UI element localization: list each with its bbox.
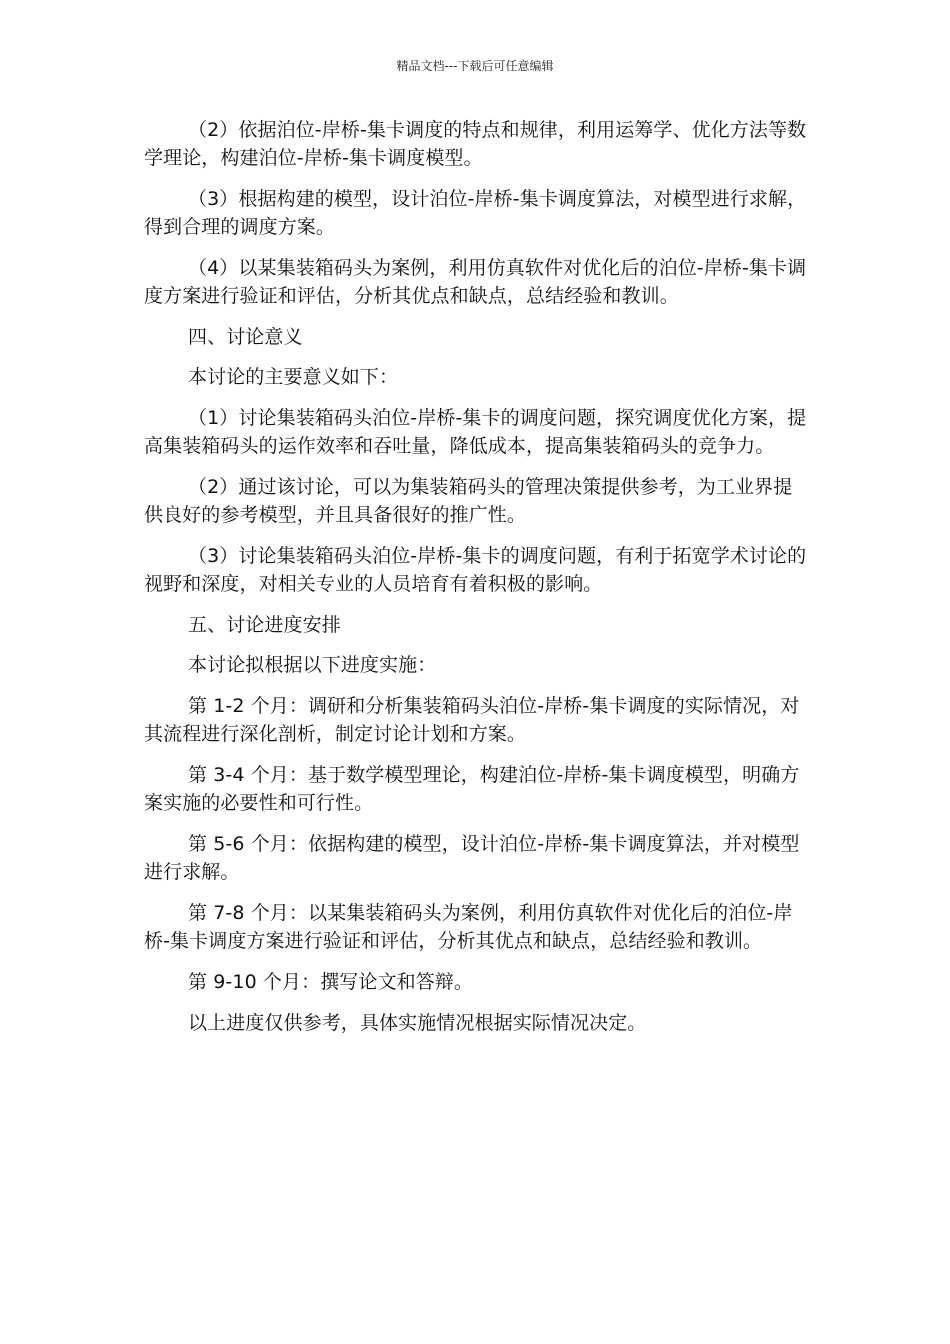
paragraph-significance-intro: 本讨论的主要意义如下： xyxy=(188,366,399,388)
paragraph-schedule-note: 以上进度仅供参考，具体实施情况根据实际情况决定。 xyxy=(188,1012,647,1034)
paragraph-objective-4: （4）以某集装箱码头为案例，利用仿真软件对优化后的泊位-岸桥-集卡调度方案进行验证和评估，分析其优点和缺点，总结经验和教训。 xyxy=(144,257,807,307)
section-heading-significance: 四、讨论意义 xyxy=(188,326,303,348)
paragraph-schedule-month-5-6: 第 5-6 个月：依据构建的模型，设计泊位-岸桥-集卡调度算法，并对模型进行求解。 xyxy=(144,833,800,883)
paragraph-significance-1: （1）讨论集装箱码头泊位-岸桥-集卡的调度问题，探究调度优化方案，提高集装箱码头的运作效率和吞吐量，降低成本，提高集装箱码头的竞争力。 xyxy=(144,407,807,457)
page-header: 精品文档---下载后可任意编辑 xyxy=(396,59,554,73)
paragraph-significance-3: （3）讨论集装箱码头泊位-岸桥-集卡的调度问题，有利于拓宽学术讨论的视野和深度，对相关专业的人员培育有着积极的影响。 xyxy=(144,545,807,595)
paragraph-schedule-month-3-4: 第 3-4 个月：基于数学模型理论，构建泊位-岸桥-集卡调度模型，明确方案实施的必要性和可行性。 xyxy=(144,764,800,814)
paragraph-schedule-month-7-8: 第 7-8 个月：以某集装箱码头为案例，利用仿真软件对优化后的泊位-岸桥-集卡调度方案进行验证和评估，分析其优点和缺点，总结经验和教训。 xyxy=(144,902,793,952)
section-heading-schedule: 五、讨论进度安排 xyxy=(188,614,341,636)
paragraph-objective-3: （3）根据构建的模型，设计泊位-岸桥-集卡调度算法，对模型进行求解，得到合理的调度方案。 xyxy=(144,188,807,238)
paragraph-objective-2: （2）依据泊位-岸桥-集卡调度的特点和规律，利用运筹学、优化方法等数学理论，构建泊位-岸桥-集卡调度模型。 xyxy=(144,119,807,169)
paragraph-schedule-month-9-10: 第 9-10 个月：撰写论文和答辩。 xyxy=(188,971,474,993)
paragraph-schedule-month-1-2: 第 1-2 个月：调研和分析集装箱码头泊位-岸桥-集卡调度的实际情况，对其流程进行深化剖析，制定讨论计划和方案。 xyxy=(144,695,800,745)
paragraph-schedule-intro: 本讨论拟根据以下进度实施： xyxy=(188,654,437,676)
document-body xyxy=(144,116,808,1050)
paragraph-significance-2: （2）通过该讨论，可以为集装箱码头的管理决策提供参考，为工业界提供良好的参考模型，并且具备很好的推广性。 xyxy=(144,476,793,526)
